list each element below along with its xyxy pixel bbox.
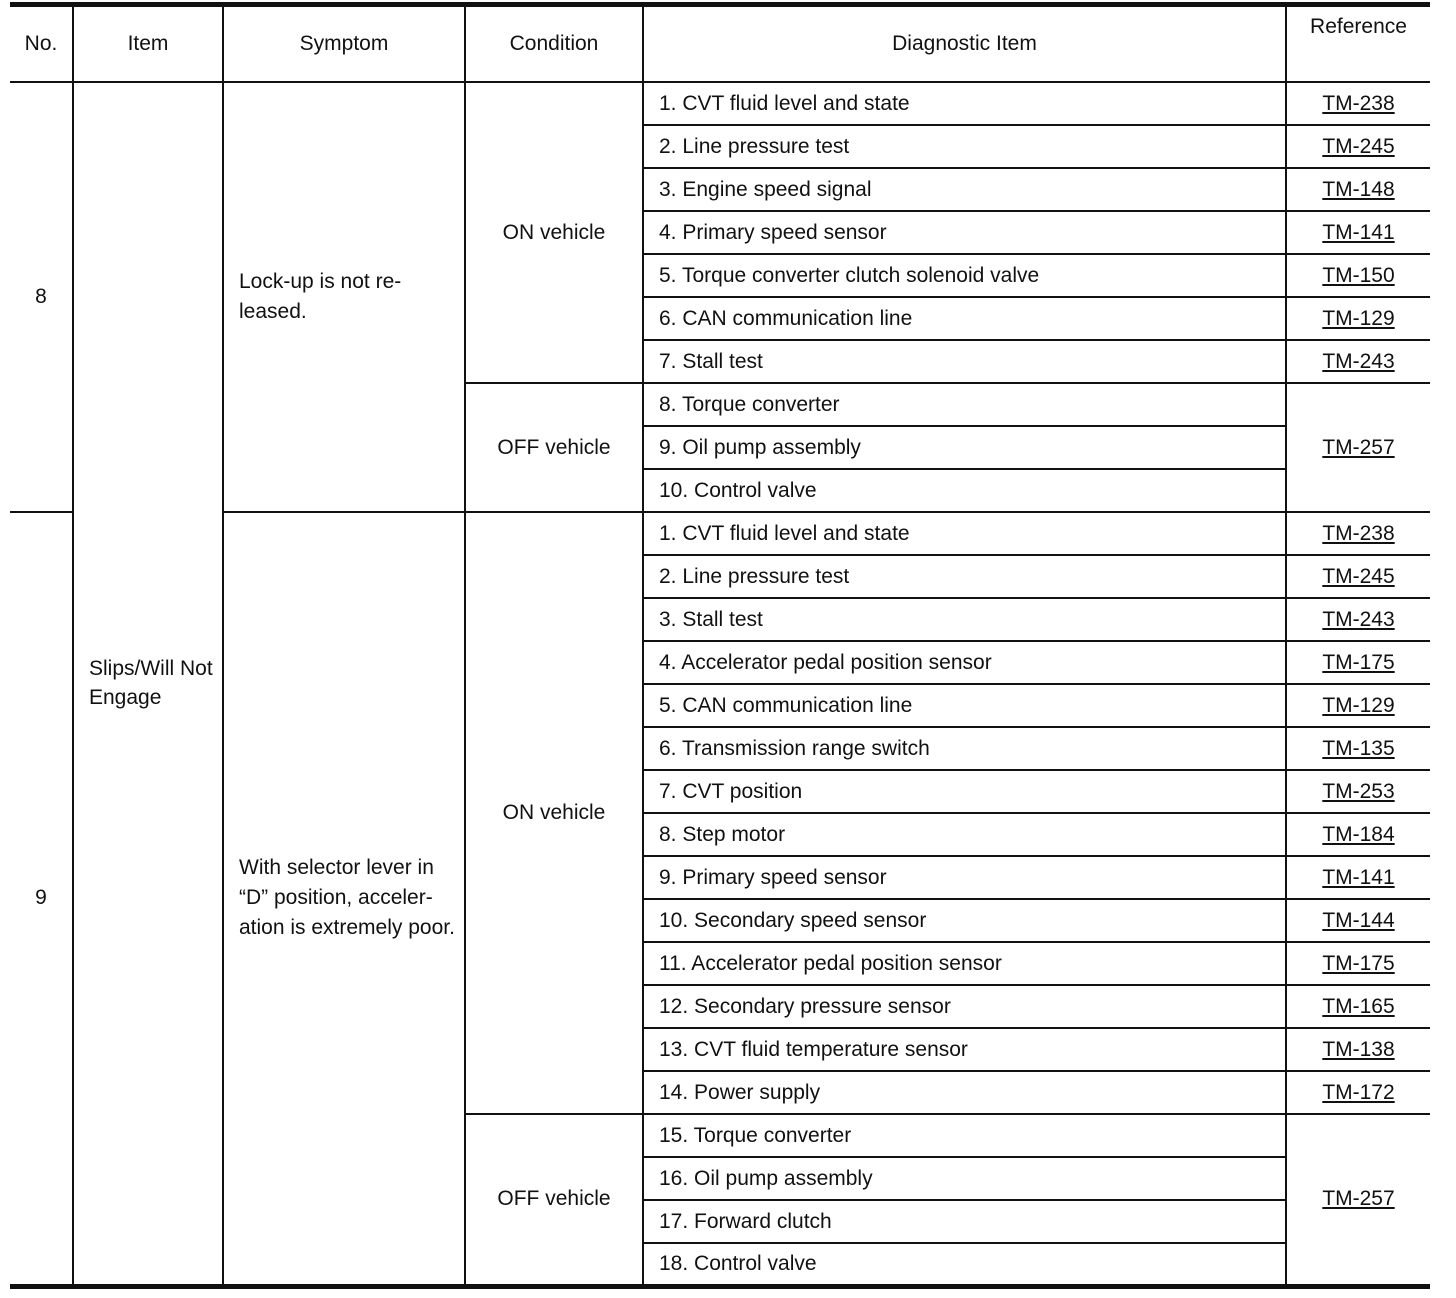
diagnostic-item: 7. Stall test: [643, 340, 1286, 383]
reference-cell: [1286, 211, 1430, 254]
diagnostic-item: 9. Oil pump assembly: [643, 426, 1286, 469]
diagnostic-item: 5. CAN communication line: [643, 684, 1286, 727]
reference-link[interactable]: TM-257: [1322, 435, 1395, 459]
reference-cell: [1286, 856, 1430, 899]
reference-link[interactable]: TM-245: [1322, 564, 1395, 588]
header-symptom: Symptom: [223, 5, 465, 83]
diagnostic-item: 10. Control valve: [643, 469, 1286, 512]
diagnostic-item: 6. Transmission range switch: [643, 727, 1286, 770]
row-number: 9: [10, 512, 73, 1286]
diagnostic-item: 17. Forward clutch: [643, 1200, 1286, 1243]
reference-link[interactable]: TM-138: [1322, 1037, 1395, 1061]
diagnostic-item: 16. Oil pump assembly: [643, 1157, 1286, 1200]
reference-cell: [1286, 942, 1430, 985]
reference-cell: [1286, 770, 1430, 813]
diagnostic-item: 8. Torque converter: [643, 383, 1286, 426]
header-reference: Reference: [1286, 5, 1430, 83]
reference-link[interactable]: TM-148: [1322, 177, 1395, 201]
reference-link[interactable]: TM-245: [1322, 134, 1395, 158]
reference-cell: [1286, 125, 1430, 168]
diagnostic-item: 2. Line pressure test: [643, 555, 1286, 598]
diagnostic-item: 18. Control valve: [643, 1243, 1286, 1286]
reference-cell: [1286, 512, 1430, 555]
diagnostic-item: 4. Primary speed sensor: [643, 211, 1286, 254]
reference-cell: [1286, 598, 1430, 641]
reference-cell: [1286, 383, 1430, 512]
diagnostic-item: 7. CVT position: [643, 770, 1286, 813]
header-condition: Condition: [465, 5, 643, 83]
header-diagnostic-item: Diagnostic Item: [643, 5, 1286, 83]
condition-cell: OFF vehicle: [465, 383, 643, 512]
condition-cell: ON vehicle: [465, 512, 643, 1114]
reference-link[interactable]: TM-129: [1322, 693, 1395, 717]
table-row: [10, 82, 1430, 125]
diagnostic-item: 1. CVT fluid level and state: [643, 512, 1286, 555]
condition-cell: OFF vehicle: [465, 1114, 643, 1286]
reference-link[interactable]: TM-243: [1322, 349, 1395, 373]
header-item: Item: [73, 5, 223, 83]
reference-cell: [1286, 1071, 1430, 1114]
reference-link[interactable]: TM-175: [1322, 951, 1395, 975]
reference-link[interactable]: TM-238: [1322, 521, 1395, 545]
reference-cell: [1286, 1114, 1430, 1286]
table-body: [10, 82, 1430, 1286]
row-number: 8: [10, 82, 73, 512]
diagnostic-item: 1. CVT fluid level and state: [643, 82, 1286, 125]
condition-cell: ON vehicle: [465, 82, 643, 383]
diagnostic-item: 9. Primary speed sensor: [643, 856, 1286, 899]
diagnostic-item: 3. Stall test: [643, 598, 1286, 641]
table-row: [10, 512, 1430, 555]
reference-cell: [1286, 727, 1430, 770]
reference-link[interactable]: TM-172: [1322, 1080, 1395, 1104]
diagnostic-item: 3. Engine speed signal: [643, 168, 1286, 211]
header-row: [10, 5, 1430, 83]
diagnostic-item: 6. CAN communication line: [643, 297, 1286, 340]
reference-link[interactable]: TM-135: [1322, 736, 1395, 760]
reference-cell: [1286, 641, 1430, 684]
reference-link[interactable]: TM-150: [1322, 263, 1395, 287]
reference-link[interactable]: TM-141: [1322, 220, 1395, 244]
item-label: Slips/Will Not Engage: [73, 82, 223, 1286]
reference-cell: [1286, 168, 1430, 211]
reference-link[interactable]: TM-238: [1322, 91, 1395, 115]
diagnosis-table: [10, 2, 1430, 1289]
diagnostic-item: 13. CVT fluid temperature sensor: [643, 1028, 1286, 1071]
reference-cell: [1286, 1028, 1430, 1071]
diagnostic-item: 11. Accelerator pedal position sensor: [643, 942, 1286, 985]
diagnostic-item: 15. Torque converter: [643, 1114, 1286, 1157]
reference-cell: [1286, 555, 1430, 598]
reference-link[interactable]: TM-253: [1322, 779, 1395, 803]
reference-link[interactable]: TM-144: [1322, 908, 1395, 932]
diagnostic-item: 5. Torque converter clutch solenoid valve: [643, 254, 1286, 297]
reference-cell: [1286, 899, 1430, 942]
diagnostic-item: 2. Line pressure test: [643, 125, 1286, 168]
diagnostic-item: 12. Secondary pressure sensor: [643, 985, 1286, 1028]
diagnostic-item: 14. Power supply: [643, 1071, 1286, 1114]
diagnostic-item: 4. Accelerator pedal position sensor: [643, 641, 1286, 684]
reference-cell: [1286, 82, 1430, 125]
header-no: No.: [10, 5, 73, 83]
reference-link[interactable]: TM-129: [1322, 306, 1395, 330]
reference-cell: [1286, 254, 1430, 297]
reference-link[interactable]: TM-184: [1322, 822, 1395, 846]
reference-link[interactable]: TM-257: [1322, 1187, 1395, 1211]
reference-cell: [1286, 297, 1430, 340]
reference-cell: [1286, 684, 1430, 727]
symptom-text: With selector lever in “D” position, acceler-ation is extremely poor.: [223, 512, 465, 1286]
reference-link[interactable]: TM-165: [1322, 994, 1395, 1018]
reference-cell: [1286, 813, 1430, 856]
diagnostic-item: 10. Secondary speed sensor: [643, 899, 1286, 942]
reference-cell: [1286, 340, 1430, 383]
reference-cell: [1286, 985, 1430, 1028]
reference-link[interactable]: TM-141: [1322, 865, 1395, 889]
diagnostic-item: 8. Step motor: [643, 813, 1286, 856]
reference-link[interactable]: TM-243: [1322, 607, 1395, 631]
reference-link[interactable]: TM-175: [1322, 650, 1395, 674]
symptom-text: Lock-up is not re-leased.: [223, 82, 465, 512]
